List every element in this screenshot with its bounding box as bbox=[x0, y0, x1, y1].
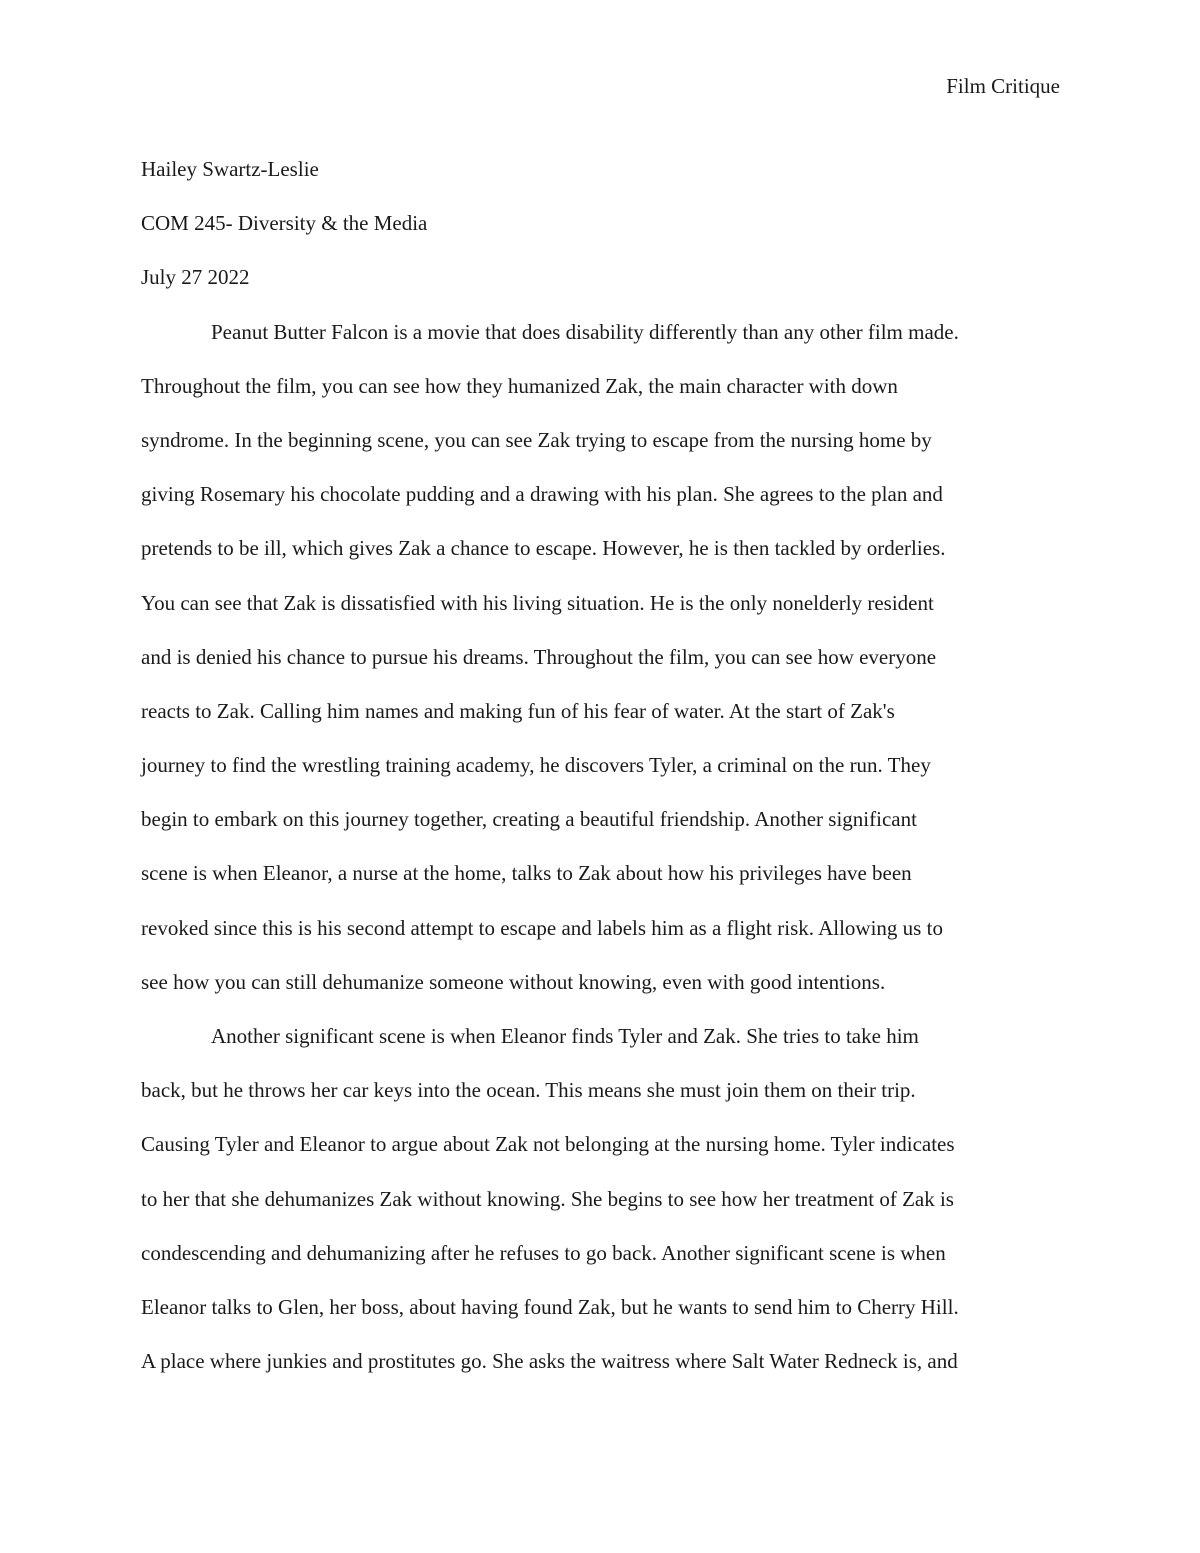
paragraph-line: Another significant scene is when Eleanor finds Tyler and Zak. She tries to take him bbox=[211, 1024, 919, 1048]
paragraph-line: begin to embark on this journey together, creating a beautiful friendship. Another significant bbox=[141, 807, 917, 832]
paragraph-line: Throughout the film, you can see how they humanized Zak, the main character with down bbox=[141, 373, 898, 398]
paragraph-line: Peanut Butter Falcon is a movie that does disability differently than any other film made. bbox=[211, 319, 959, 344]
paragraph-line: see how you can still dehumanize someone without knowing, even with good intentions. bbox=[141, 969, 886, 994]
paragraph-line: You can see that Zak is dissatisfied with his living situation. He is the only nonelderly resident bbox=[141, 590, 934, 615]
paragraph-line: A place where junkies and prostitutes go. She asks the waitress where Salt Water Redneck is, and bbox=[141, 1349, 958, 1374]
course-title: COM 245- Diversity & the Media bbox=[141, 211, 428, 236]
paragraph-2 bbox=[141, 1009, 1060, 1388]
document-body bbox=[141, 142, 1060, 1388]
paragraph-1 bbox=[141, 305, 1060, 1009]
author-name: Hailey Swartz-Leslie bbox=[141, 157, 319, 181]
paragraph-line: condescending and dehumanizing after he refuses to go back. Another significant scene is when bbox=[141, 1240, 946, 1265]
document-date: July 27 2022 bbox=[141, 265, 250, 290]
paragraph-line: syndrome. In the beginning scene, you can see Zak trying to escape from the nursing home by bbox=[141, 427, 932, 452]
running-head: Film Critique bbox=[946, 74, 1060, 98]
paragraph-line: revoked since this is his second attempt to escape and labels him as a flight risk. Allowing us to bbox=[141, 915, 943, 940]
paragraph-line: to her that she dehumanizes Zak without knowing. She begins to see how her treatment of Zak is bbox=[141, 1186, 954, 1211]
paragraph-line: Eleanor talks to Glen, her boss, about having found Zak, but he wants to send him to Cherry Hill. bbox=[141, 1294, 959, 1319]
paragraph-line: and is denied his chance to pursue his dreams. Throughout the film, you can see how everyone bbox=[141, 644, 937, 669]
paragraph-line: reacts to Zak. Calling him names and making fun of his fear of water. At the start of Zak's bbox=[141, 698, 895, 723]
paragraph-line: back, but he throws her car keys into the ocean. This means she must join them on their trip. bbox=[141, 1078, 916, 1103]
paragraph-line: giving Rosemary his chocolate pudding and a drawing with his plan. She agrees to the plan and bbox=[141, 482, 943, 507]
paragraph-line: scene is when Eleanor, a nurse at the home, talks to Zak about how his privileges have been bbox=[141, 861, 912, 886]
paragraph-line: Causing Tyler and Eleanor to argue about Zak not belonging at the nursing home. Tyler indicates bbox=[141, 1132, 955, 1157]
paragraph-line: pretends to be ill, which gives Zak a chance to escape. However, he is then tackled by orderlies. bbox=[141, 536, 946, 561]
paragraph-line: journey to find the wrestling training academy, he discovers Tyler, a criminal on the run. They bbox=[141, 753, 931, 778]
